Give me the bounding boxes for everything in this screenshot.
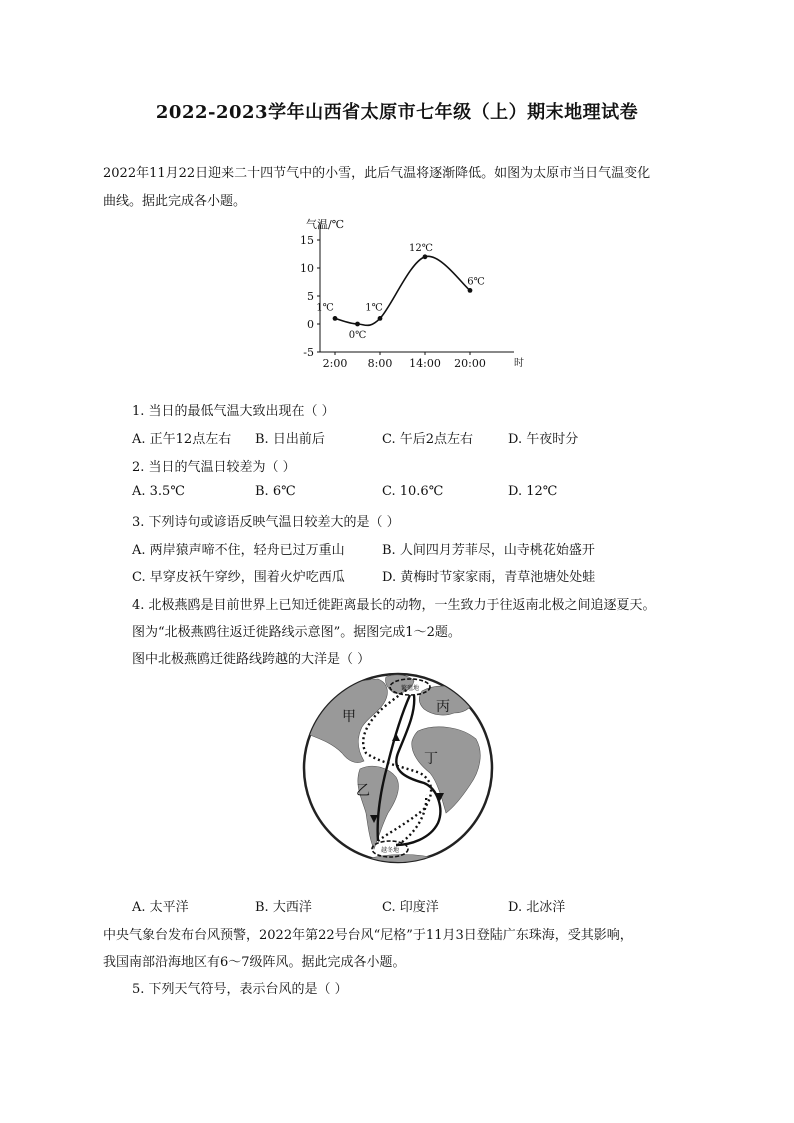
y-axis-label: 气温/℃ — [306, 218, 345, 231]
typhoon-line-2: 我国南部沿海地区有6～7级阵风。据此完成各小题。 — [103, 955, 406, 970]
q2-option-a[interactable]: A. 3.5℃ — [132, 484, 185, 499]
intro-line-2: 曲线。据此完成各小题。 — [103, 194, 247, 209]
data-point — [378, 316, 383, 321]
data-point — [423, 254, 428, 259]
x-axis-label: 时 — [514, 358, 524, 369]
q5-stem: 5. 下列天气符号，表示台风的是（ ） — [132, 982, 348, 997]
q4-line-2: 图为“北极燕鸥往返迁徙路线示意图”。据图完成1～2题。 — [132, 625, 461, 640]
data-label: 12℃ — [409, 242, 433, 254]
data-point — [355, 322, 360, 327]
q4-option-c[interactable]: C. 印度洋 — [382, 900, 439, 915]
q4-line-1: 4. 北极燕鸥是目前世界上已知迁徙距离最长的动物，一生致力于往返南北极之间追逐夏天。 — [132, 598, 656, 613]
wintering-area-label: 越冬地 — [380, 847, 400, 854]
y-tick-label: 15 — [300, 234, 314, 247]
data-point — [333, 316, 338, 321]
q4-option-d[interactable]: D. 北冰洋 — [508, 900, 566, 915]
x-tick-label: 8:00 — [367, 357, 393, 370]
q4-option-b[interactable]: B. 大西洋 — [255, 900, 312, 915]
q3-option-a[interactable]: A. 两岸猿声啼不住，轻舟已过万重山 — [132, 543, 345, 558]
region-label-yi: 乙 — [356, 783, 370, 799]
page-title: 2022-2023学年山西省太原市七年级（上）期末地理试卷 — [155, 102, 639, 123]
temperature-chart — [280, 216, 524, 376]
data-point — [468, 288, 473, 293]
q3-option-d[interactable]: D. 黄梅时节家家雨，青草池塘处处蛙 — [382, 570, 596, 585]
data-label: 6℃ — [467, 276, 485, 288]
y-tick-label: 5 — [307, 290, 314, 303]
region-label-bing: 丙 — [436, 699, 450, 715]
region-label-jia: 甲 — [342, 709, 356, 725]
q2-stem: 2. 当日的气温日较差为（ ） — [132, 460, 296, 475]
x-tick-label: 2:00 — [322, 357, 348, 370]
region-label-ding: 丁 — [424, 751, 438, 767]
data-label: 1℃ — [365, 302, 383, 314]
data-label: 0℃ — [348, 330, 367, 341]
q1-option-c[interactable]: C. 午后2点左右 — [382, 432, 474, 447]
y-tick-label: 0 — [307, 318, 314, 331]
q2-option-d[interactable]: D. 12℃ — [508, 484, 558, 499]
q1-stem: 1. 当日的最低气温大致出现在（ ） — [132, 404, 335, 419]
tern-migration-map — [298, 673, 498, 863]
q3-stem: 3. 下列诗句或谚语反映气温日较差大的是（ ） — [132, 515, 400, 530]
q2-option-b[interactable]: B. 6℃ — [255, 484, 296, 499]
typhoon-line-1: 中央气象台发布台风预警，2022年第22号台风“尼格”于11月3日登陆广东珠海，受其影响， — [103, 928, 633, 943]
y-tick-label: -5 — [303, 346, 314, 359]
q4-line-3: 图中北极燕鸥迁徙路线跨越的大洋是（ ） — [132, 652, 371, 667]
q1-option-b[interactable]: B. 日出前后 — [255, 432, 325, 447]
q3-option-b[interactable]: B. 人间四月芳菲尽，山寺桃花始盛开 — [382, 543, 595, 558]
q3-option-c[interactable]: C. 早穿皮袄午穿纱，围着火炉吃西瓜 — [132, 570, 345, 585]
q4-option-a[interactable]: A. 太平洋 — [132, 900, 189, 915]
q1-option-a[interactable]: A. 正午12点左右 — [132, 432, 232, 447]
data-label: 1℃ — [316, 302, 334, 314]
intro-line-1: 2022年11月22日迎来二十四节气中的小雪，此后气温将逐渐降低。如图为太原市当日气温变化 — [103, 166, 651, 181]
x-tick-label: 20:00 — [454, 357, 486, 370]
breeding-area-label: 繁殖地 — [400, 685, 420, 692]
q2-option-c[interactable]: C. 10.6℃ — [382, 484, 444, 499]
q1-option-d[interactable]: D. 午夜时分 — [508, 432, 579, 447]
temperature-curve — [335, 256, 470, 325]
x-tick-label: 14:00 — [409, 357, 441, 370]
y-tick-label: 10 — [300, 262, 314, 275]
